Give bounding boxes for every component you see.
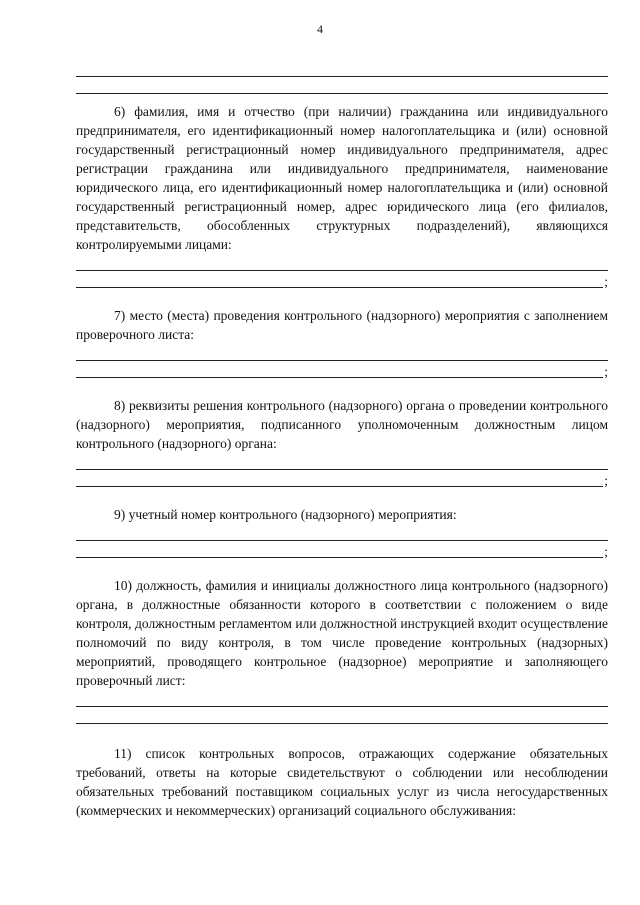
blank-line-row bbox=[76, 541, 608, 558]
section-text: фамилия, имя и отчество (при наличии) гражданина или индивидуального предпринимателя, его идентификационный номер налогоплательщика и (или) основной государственный регистрационный номер индивидуального предпринимателя, адрес регистрации гражданина или индивидуального предпринимателя, наименование юридического лица, его идентификационный номер налогоплательщика и (или) основной государственный регистрационный номер, адрес юридического лица (его филиалов, представительств, обособленных структурных подразделений), являющихся контролируемыми лицами: bbox=[76, 104, 608, 252]
section-8 bbox=[76, 396, 608, 453]
section-number: 11) bbox=[114, 746, 132, 761]
blank-line bbox=[76, 526, 608, 541]
blank-line bbox=[76, 62, 608, 77]
line-terminator: ; bbox=[604, 544, 608, 559]
blank-line bbox=[76, 271, 603, 288]
page-number: 4 bbox=[317, 22, 323, 36]
section-text: список контрольных вопросов, отражающих содержание обязательных требований, ответы на которые свидетельствуют о соблюдении или несоблюдении обязательных требований поставщиком социальных услуг из числа негосударственных (коммерческих и некоммерческих) организаций социального обслуживания: bbox=[76, 746, 608, 818]
blank-line bbox=[76, 361, 603, 378]
blank-line bbox=[76, 692, 608, 707]
blank-line bbox=[76, 541, 603, 558]
section-text: учетный номер контрольного (надзорного) мероприятия: bbox=[128, 507, 457, 522]
blank-line bbox=[76, 346, 608, 361]
blank-line bbox=[76, 707, 608, 724]
blank-line bbox=[76, 455, 608, 470]
line-terminator: ; bbox=[604, 364, 608, 379]
section-text: должность, фамилия и инициалы должностного лица контрольного (надзорного) органа, в должностные обязанности которого в соответствии с положением о виде контроля, должностным регламентом или должностной инструкцией входит осуществление полномочий по виду контроля, в том числе проведение контрольных (надзорных) мероприятий, проводящего контрольное (надзорное) мероприятие и заполняющего проверочный лист: bbox=[76, 578, 609, 688]
document-body bbox=[76, 62, 608, 820]
section-number: 10) bbox=[114, 578, 132, 593]
section-number: 7) bbox=[114, 308, 126, 323]
section-10 bbox=[76, 576, 608, 690]
section-11 bbox=[76, 744, 608, 820]
section-number: 9) bbox=[114, 507, 126, 522]
blank-line bbox=[76, 77, 608, 94]
blank-line bbox=[76, 470, 603, 487]
section-6 bbox=[76, 102, 608, 254]
section-text: место (места) проведения контрольного (надзорного) мероприятия с заполнением проверочного листа: bbox=[76, 308, 609, 342]
blank-line-row bbox=[76, 271, 608, 288]
section-text: реквизиты решения контрольного (надзорного) органа о проведении контрольного (надзорного) мероприятия, подписанного уполномоченным должностным лицом контрольного (надзорного) органа: bbox=[76, 398, 609, 451]
section-number: 8) bbox=[114, 398, 126, 413]
line-terminator: ; bbox=[604, 473, 608, 488]
blank-line-row bbox=[76, 361, 608, 378]
section-number: 6) bbox=[114, 104, 126, 119]
section-9 bbox=[76, 505, 608, 524]
blank-line bbox=[76, 256, 608, 271]
section-7 bbox=[76, 306, 608, 344]
blank-line-row bbox=[76, 470, 608, 487]
line-terminator: ; bbox=[604, 274, 608, 289]
